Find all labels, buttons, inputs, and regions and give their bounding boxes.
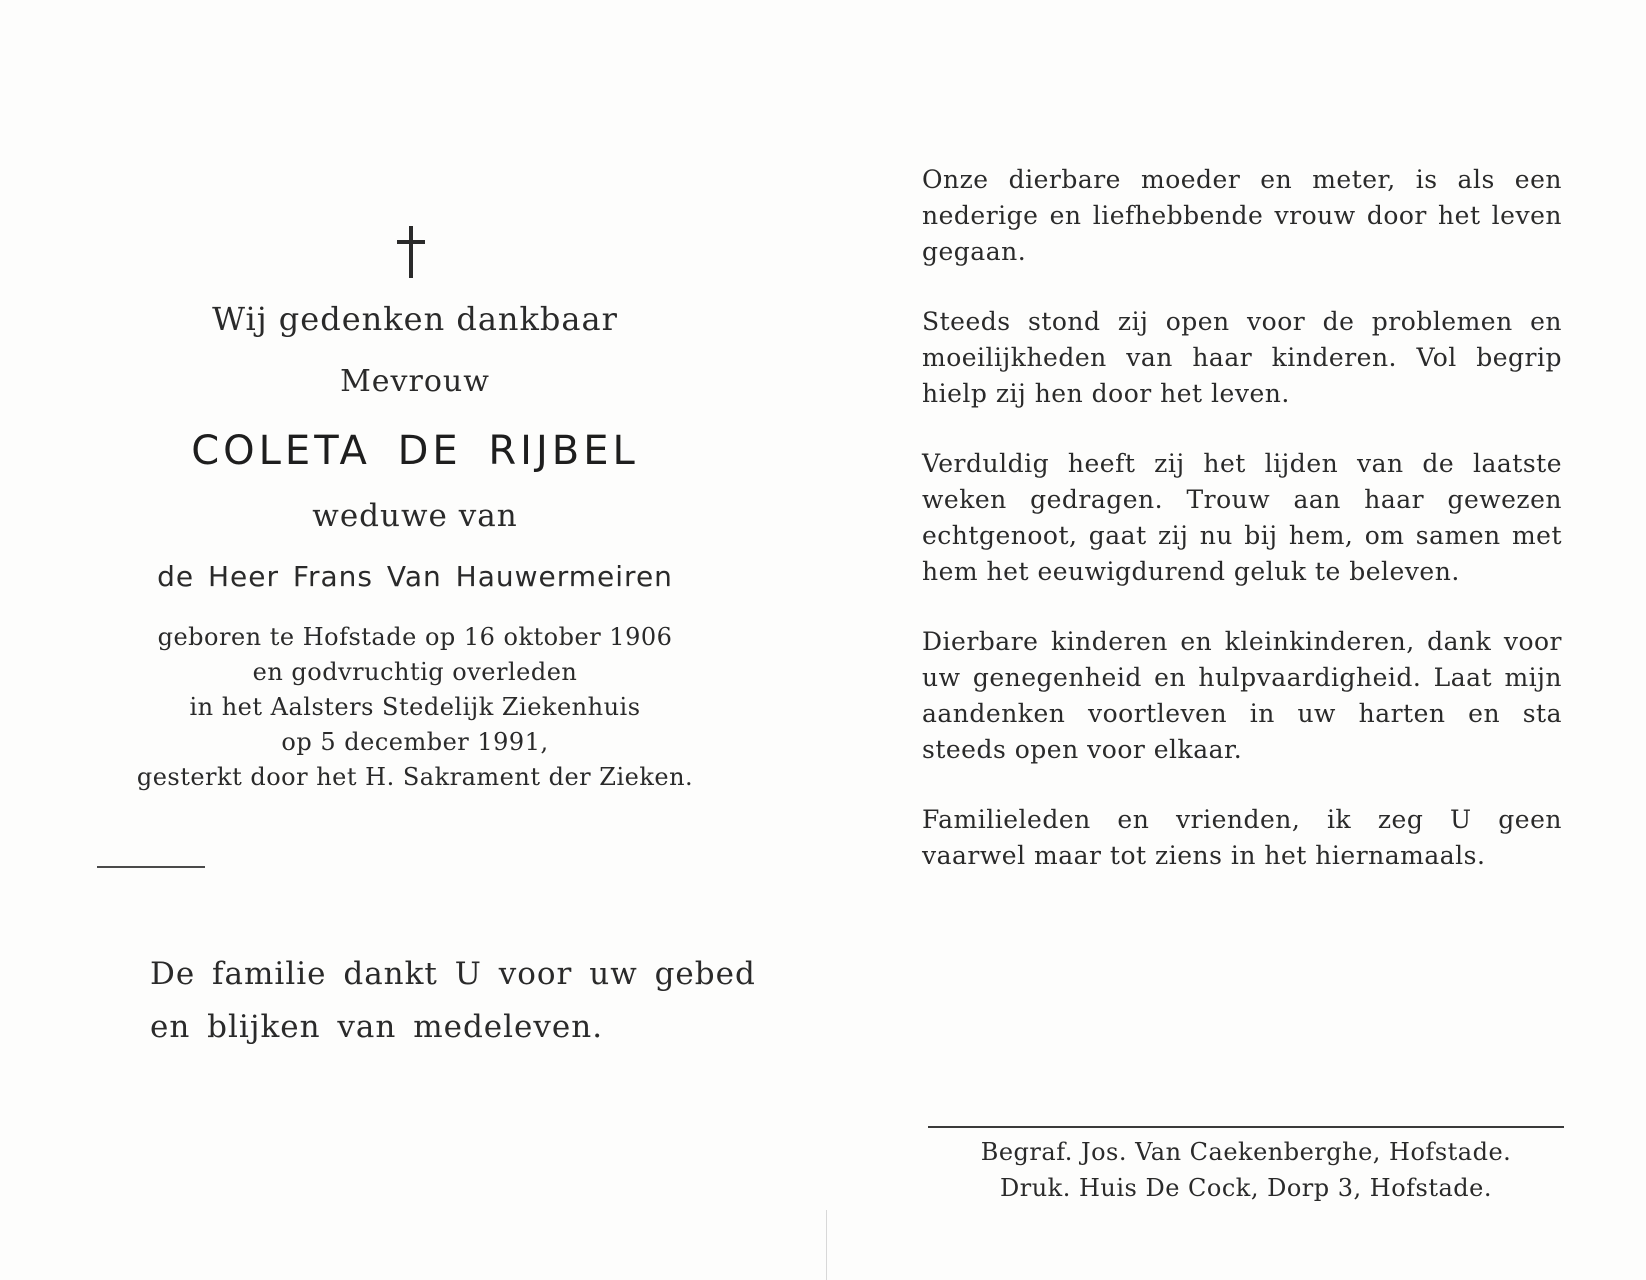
bio-line-place: in het Aalsters Stedelijk Ziekenhuis bbox=[189, 693, 641, 721]
cross-icon bbox=[391, 226, 431, 278]
husband-name: de Heer Frans Van Hauwermeiren bbox=[157, 560, 673, 593]
credit-printer: Druk. Huis De Cock, Dorp 3, Hofstade. bbox=[999, 1174, 1493, 1202]
paragraph-farewell: Familieleden en vrienden, ik zeg U geen vaarwel maar tot ziens in het hiernamaals. bbox=[922, 805, 1562, 870]
memorial-text bbox=[922, 162, 1562, 908]
bio-line-date: op 5 december 1991, bbox=[281, 728, 549, 756]
biography bbox=[90, 620, 740, 795]
paragraph-children: Dierbare kinderen en kleinkinderen, dank voor uw genegenheid en hulpvaardigheid. Laat mijn aandenken voortleven in uw harten en sta steeds open voor elkaar. bbox=[922, 627, 1562, 764]
commemorate-line: Wij gedenken dankbaar bbox=[212, 300, 618, 338]
paragraph-open: Steeds stond zij open voor de problemen en moeilijkheden van haar kinderen. Vol begrip hielp zij hen door het leven. bbox=[922, 307, 1562, 408]
bio-line-sacrament: gesterkt door het H. Sakrament der Zieken. bbox=[136, 763, 694, 791]
paragraph-mother: Onze dierbare moeder en meter, is als een nederige en liefhebbende vrouw door het leven gegaan. bbox=[922, 165, 1562, 266]
credit-undertaker: Begraf. Jos. Van Caekenberghe, Hofstade. bbox=[980, 1138, 1512, 1166]
family-thanks bbox=[150, 948, 790, 1054]
credits bbox=[928, 1134, 1564, 1206]
bio-line-birth: geboren te Hofstade op 16 oktober 1906 bbox=[157, 623, 673, 651]
widow-of-line: weduwe van bbox=[312, 498, 518, 534]
fold-line bbox=[826, 1210, 827, 1280]
deceased-name: COLETA DE RIJBEL bbox=[191, 428, 639, 474]
thanks-line-1: De familie dankt U voor uw gebed bbox=[150, 956, 756, 992]
divider-line bbox=[97, 866, 205, 868]
honorific: Mevrouw bbox=[340, 364, 490, 399]
bio-line-death: en godvruchtig overleden bbox=[252, 658, 578, 686]
thanks-line-2: en blijken van medeleven. bbox=[150, 1009, 604, 1045]
credits-rule bbox=[928, 1126, 1564, 1128]
paragraph-suffering: Verduldig heeft zij het lijden van de laatste weken gedragen. Trouw aan haar gewezen echtgenoot, gaat zij nu bij hem, om samen met hem het eeuwigdurend geluk te beleven. bbox=[922, 449, 1562, 586]
